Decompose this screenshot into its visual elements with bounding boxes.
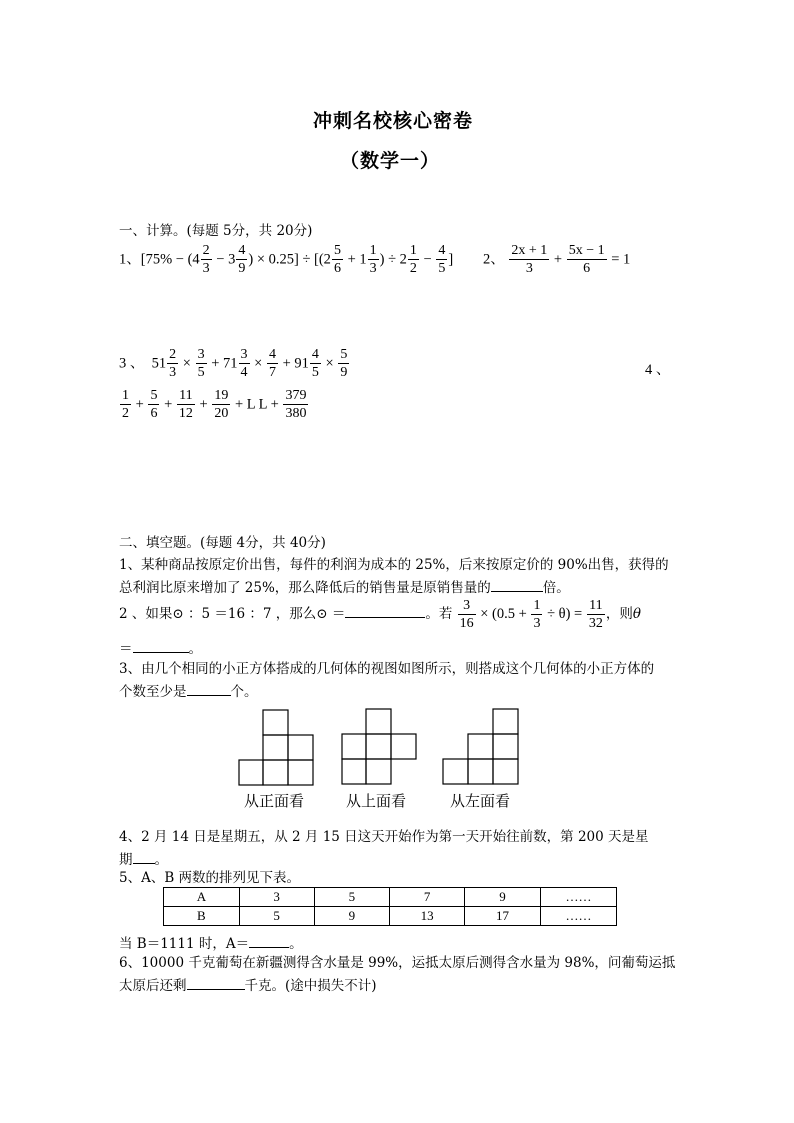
q1-frac-4-9: $\frac{4}{9}$ bbox=[238, 243, 246, 276]
table-cell: 17 bbox=[465, 907, 541, 926]
q4-frac-1: $\frac{1}{2}$ bbox=[122, 388, 129, 421]
table-cell: …… bbox=[540, 907, 616, 926]
answer-blank-q1[interactable] bbox=[491, 576, 543, 592]
page-title: 冲刺名校核心密卷 bbox=[313, 110, 474, 132]
fill-q2-line2 bbox=[119, 637, 202, 659]
q3-plus-1: + bbox=[207, 355, 223, 372]
fill-q2-text: 2 、如果⊙ ：5 ＝16 ：7 ，那么⊙ ＝ bbox=[119, 606, 346, 622]
q2-frac-11-32: $\frac{11}{32}$ bbox=[588, 597, 603, 631]
q3-times-1: × bbox=[179, 355, 195, 372]
table-row-b bbox=[164, 907, 617, 926]
fill-q3-text: 个数至少是 bbox=[119, 684, 187, 700]
fill-q6-text: 太原后还剩 bbox=[119, 978, 187, 994]
q3-frac-5: $\frac{4}{5}$ bbox=[311, 347, 319, 380]
q1-frac-1-2: $\frac{1}{2}$ bbox=[409, 243, 417, 276]
q3-whole-2: 71 bbox=[223, 355, 238, 372]
table-cell: 7 bbox=[390, 888, 465, 907]
fill-q5-line2 bbox=[119, 932, 303, 954]
q4-frac-5: $\frac{379}{380}$ bbox=[285, 388, 307, 421]
front-view-caption: 从正面看 bbox=[244, 792, 305, 810]
table-cell: …… bbox=[540, 888, 616, 907]
fill-q1-line1: 1、某种商品按原定价出售，每件的利润为成本的 25%，后来按原定价的 90%出售，获得的 bbox=[119, 557, 669, 573]
q2-frac-left: $\frac{2x + 1}{3}$ bbox=[511, 243, 548, 276]
calc-question-1 bbox=[119, 244, 453, 276]
top-view-figure bbox=[341, 708, 421, 788]
q4-dots: + L L + bbox=[231, 396, 283, 413]
front-view-figure bbox=[238, 708, 318, 788]
answer-blank-q6[interactable] bbox=[187, 974, 245, 990]
fill-q6-line1: 6、10000 千克葡萄在新疆测得含水量是 99%，运抵太原后测得含水量为 98%，问葡萄运抵 bbox=[119, 955, 676, 971]
calc-q2-label: 2、 bbox=[483, 251, 505, 268]
q2-div: ÷ θ) = bbox=[543, 606, 586, 622]
q2-frac-right: $\frac{5x - 1}{6}$ bbox=[568, 243, 605, 276]
sequence-table bbox=[163, 887, 617, 926]
calc-question-4 bbox=[119, 389, 309, 421]
calc-q1-label: 1、 bbox=[119, 251, 141, 268]
fill-q4-end: 。 bbox=[154, 852, 168, 868]
fill-q2-ruo: 。若 bbox=[425, 606, 453, 622]
fill-q3-line1: 3、由几个相同的小正方体搭成的几何体的视图如图所示，则搭成这个几何体的小正方体的 bbox=[119, 661, 655, 677]
calc-q4-label: 4 、 bbox=[645, 362, 671, 378]
table-row-a bbox=[164, 888, 617, 907]
fill-q3-line2 bbox=[119, 680, 258, 702]
table-cell: 5 bbox=[314, 888, 390, 907]
q3-times-3: × bbox=[321, 355, 338, 372]
q1-part-g: ] bbox=[448, 251, 454, 268]
table-cell: 9 bbox=[465, 888, 541, 907]
q1-frac-4-5: $\frac{4}{5}$ bbox=[438, 243, 446, 276]
q3-frac-1: $\frac{2}{3}$ bbox=[169, 347, 177, 380]
fill-q5-text: 当 B＝1111 时，A＝ bbox=[119, 936, 250, 952]
section1-heading: 一、计算。(每题 5分，共 20分) bbox=[119, 223, 313, 239]
q4-frac-2: $\frac{5}{6}$ bbox=[150, 388, 158, 421]
fill-q1-end: 倍。 bbox=[542, 580, 570, 596]
q3-frac-4: $\frac{4}{7}$ bbox=[268, 347, 276, 380]
q1-part-d: + 1 bbox=[343, 251, 367, 268]
fill-q2-theta: θ bbox=[632, 606, 641, 622]
q3-whole-1: 51 bbox=[151, 355, 167, 372]
q2-frac-1-3: $\frac{1}{3}$ bbox=[533, 597, 541, 631]
calc-question-3 bbox=[119, 348, 350, 380]
fill-q2-end: 。 bbox=[188, 641, 202, 657]
table-cell: 3 bbox=[239, 888, 314, 907]
q1-part-b: − 3 bbox=[212, 251, 236, 268]
section2-heading: 二、填空题。(每题 4分，共 40分) bbox=[119, 535, 326, 551]
q2-equals: = 1 bbox=[607, 251, 631, 268]
fill-q2-eq: ＝ bbox=[119, 641, 133, 657]
table-cell: B bbox=[164, 907, 240, 926]
fill-q5-line1: 5、A、B 两数的排列见下表。 bbox=[119, 870, 301, 886]
fill-q6-line2 bbox=[119, 974, 377, 996]
q1-frac-2-3: $\frac{2}{3}$ bbox=[202, 243, 210, 276]
q4-frac-4: $\frac{19}{20}$ bbox=[214, 388, 229, 421]
q1-frac-5-6: $\frac{5}{6}$ bbox=[333, 243, 341, 276]
q4-plus-2: + bbox=[160, 396, 176, 413]
q2-frac-3-16: $\frac{3}{16}$ bbox=[459, 597, 474, 631]
answer-blank-q2b[interactable] bbox=[133, 637, 189, 653]
fill-q2-line1 bbox=[119, 598, 641, 631]
q2-plus: + bbox=[550, 251, 566, 268]
q1-part-c: ) × 0.25] ÷ [(2 bbox=[248, 251, 331, 268]
q3-frac-3: $\frac{3}{4}$ bbox=[240, 347, 248, 380]
q3-frac-2: $\frac{3}{5}$ bbox=[197, 347, 205, 380]
calc-q3-label: 3 、 bbox=[119, 355, 145, 372]
top-view-caption: 从上面看 bbox=[346, 792, 407, 810]
q3-times-2: × bbox=[250, 355, 266, 372]
q3-whole-3: 91 bbox=[294, 355, 309, 372]
fill-q3-end: 个。 bbox=[230, 684, 258, 700]
answer-blank-q2a[interactable] bbox=[345, 602, 425, 618]
fill-q2-ze: ，则 bbox=[605, 606, 633, 622]
answer-blank-q5[interactable] bbox=[249, 932, 289, 948]
q1-frac-1-3: $\frac{1}{3}$ bbox=[369, 243, 377, 276]
fill-q1-line2 bbox=[119, 576, 570, 598]
left-view-figure bbox=[442, 708, 522, 788]
q1-part-a: [75% − (4 bbox=[140, 251, 200, 268]
table-cell: 5 bbox=[239, 907, 314, 926]
table-cell: 9 bbox=[314, 907, 390, 926]
table-cell: A bbox=[164, 888, 240, 907]
page-subtitle: （数学一） bbox=[340, 150, 441, 172]
fill-q5-end: 。 bbox=[289, 936, 303, 952]
table-cell: 13 bbox=[390, 907, 465, 926]
answer-blank-q3[interactable] bbox=[187, 680, 231, 696]
left-view-caption: 从左面看 bbox=[450, 792, 511, 810]
q1-part-f: − bbox=[419, 251, 436, 268]
q2-mid: × (0.5 + bbox=[476, 606, 531, 622]
fill-q4-line2 bbox=[119, 848, 168, 870]
fill-q4-line1: 4、2 月 14 日是星期五，从 2 月 15 日这天开始作为第一天开始往前数，第 200 天是星 bbox=[119, 829, 649, 845]
calc-question-2 bbox=[483, 244, 630, 276]
q4-plus-3: + bbox=[195, 396, 212, 413]
q3-plus-2: + bbox=[278, 355, 295, 372]
fill-q6-end: 千克。(途中损失不计) bbox=[244, 978, 377, 994]
q4-plus-1: + bbox=[132, 396, 148, 413]
fill-q1-text: 总利润比原来增加了 25%，那么降低后的销售量是原销售量的 bbox=[119, 580, 491, 596]
fill-q4-text: 期 bbox=[119, 852, 133, 868]
answer-blank-q4[interactable] bbox=[133, 848, 155, 864]
q4-frac-3: $\frac{11}{12}$ bbox=[178, 388, 193, 421]
q1-part-e: ) ÷ 2 bbox=[379, 251, 407, 268]
q3-frac-6: $\frac{5}{9}$ bbox=[340, 347, 348, 380]
